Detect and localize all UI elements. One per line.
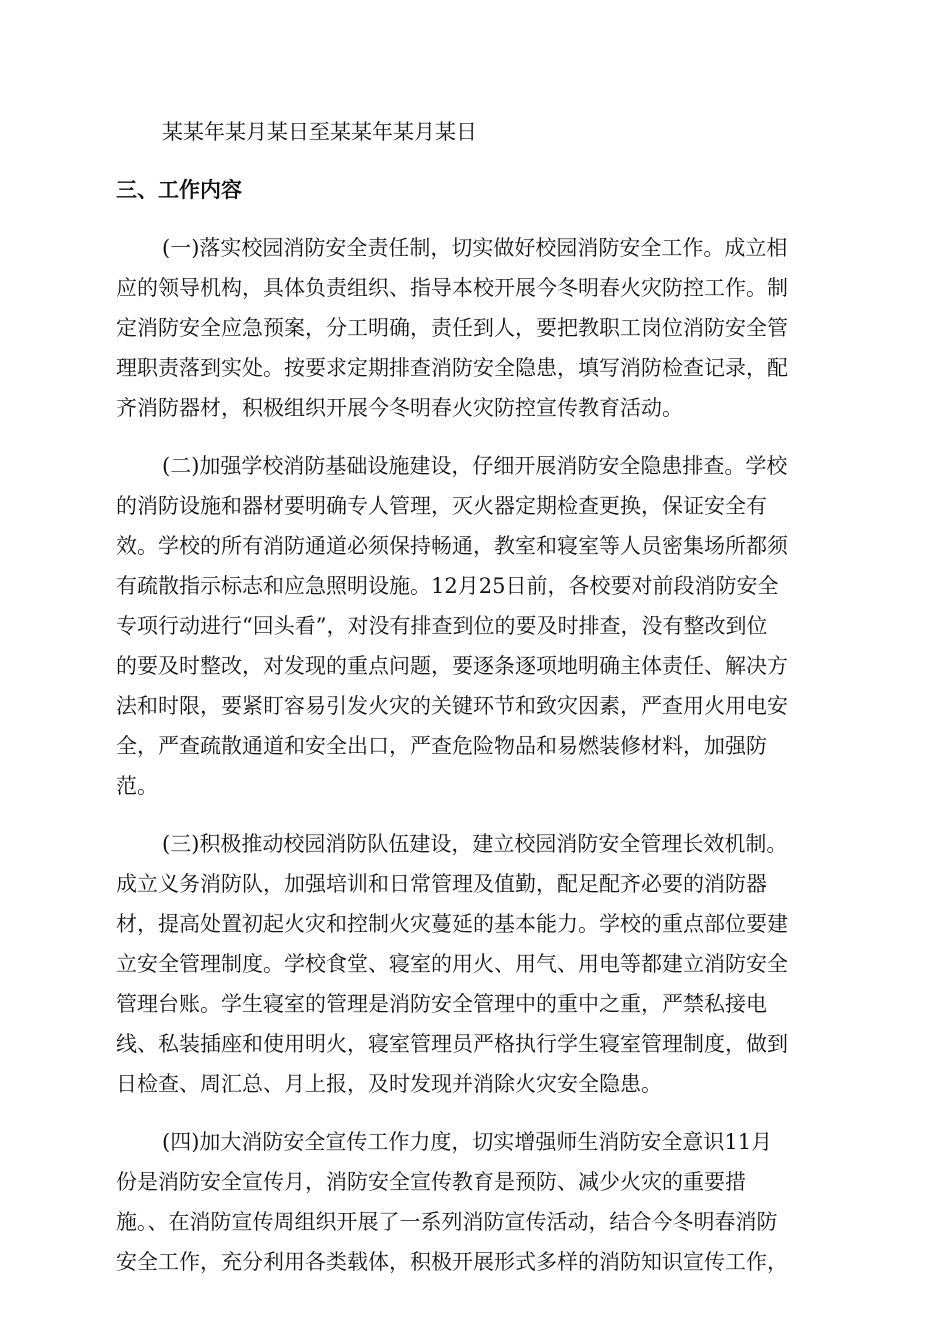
paragraph-3 bbox=[116, 824, 836, 1104]
paragraph-line: 全，严查疏散通道和安全出口，严查危险物品和易燃装修材料，加强防 bbox=[116, 734, 767, 758]
paragraph-line: 安全工作，充分利用各类载体，积极开展形式多样的消防知识宣传工作， bbox=[116, 1250, 788, 1274]
paragraph-line: 理职责落到实处。按要求定期排查消防安全隐患，填写消防检查记录，配 bbox=[116, 356, 788, 380]
paragraph-line: 的消防设施和器材要明确专人管理，灭火器定期检查更换，保证安全有 bbox=[116, 494, 767, 518]
paragraph-line: 份是消防安全宣传月，消防安全宣传教育是预防、减少火灾的重要措 bbox=[116, 1170, 746, 1194]
paragraph-2 bbox=[116, 446, 836, 806]
section-heading: 三、工作内容 bbox=[116, 178, 242, 202]
paragraph-line: (三)积极推动校园消防队伍建设，建立校园消防安全管理长效机制。 bbox=[162, 832, 788, 856]
date-range: 某某年某月某日至某某年某月某日 bbox=[162, 120, 477, 144]
paragraph-line: 定消防安全应急预案，分工明确，责任到人，要把教职工岗位消防安全管 bbox=[116, 316, 788, 340]
paragraph-line: 应的领导机构，具体负责组织、指导本校开展今冬明春火灾防控工作。制 bbox=[116, 276, 788, 300]
paragraph-line: 施。、在消防宣传周组织开展了一系列消防宣传活动，结合今冬明春消防 bbox=[116, 1210, 778, 1234]
paragraph-1 bbox=[116, 228, 836, 428]
paragraph-line: 材，提高处置初起火灾和控制火灾蔓延的基本能力。学校的重点部位要建 bbox=[116, 912, 788, 936]
paragraph-line: 范。 bbox=[116, 774, 158, 798]
paragraph-line: (四)加大消防安全宣传工作力度，切实增强师生消防安全意识11月 bbox=[162, 1130, 773, 1154]
document-page bbox=[116, 112, 836, 1282]
paragraph-line: 有疏散指示标志和应急照明设施。12月25日前，各校要对前段消防安全 bbox=[116, 574, 779, 598]
paragraph-line: 的要及时整改，对发现的重点问题，要逐条逐项地明确主体责任、解决方 bbox=[116, 654, 788, 678]
paragraph-line: 齐消防器材，积极组织开展今冬明春火灾防控宣传教育活动。 bbox=[116, 396, 683, 420]
paragraph-line: 专项行动进行“回头看”，对没有排查到位的要及时排查，没有整改到位 bbox=[116, 614, 768, 638]
paragraph-4 bbox=[116, 1122, 836, 1282]
paragraph-line: (二)加强学校消防基础设施建设，仔细开展消防安全隐患排查。学校 bbox=[162, 454, 788, 478]
paragraph-line: 效。学校的所有消防通道必须保持畅通，教室和寝室等人员密集场所都须 bbox=[116, 534, 788, 558]
paragraph-line: 成立义务消防队，加强培训和日常管理及值勤，配足配齐必要的消防器 bbox=[116, 872, 767, 896]
paragraph-line: 日检查、周汇总、月上报，及时发现并消除火灾安全隐患。 bbox=[116, 1072, 662, 1096]
paragraph-line: 立安全管理制度。学校食堂、寝室的用火、用气、用电等都建立消防安全 bbox=[116, 952, 788, 976]
paragraph-line: (一)落实校园消防安全责任制，切实做好校园消防安全工作。成立相 bbox=[162, 236, 788, 260]
paragraph-line: 线、私装插座和使用明火，寝室管理员严格执行学生寝室管理制度，做到 bbox=[116, 1032, 788, 1056]
paragraph-line: 管理台账。学生寝室的管理是消防安全管理中的重中之重，严禁私接电 bbox=[116, 992, 767, 1016]
paragraph-line: 法和时限，要紧盯容易引发火灾的关键环节和致灾因素，严查用火用电安 bbox=[116, 694, 788, 718]
